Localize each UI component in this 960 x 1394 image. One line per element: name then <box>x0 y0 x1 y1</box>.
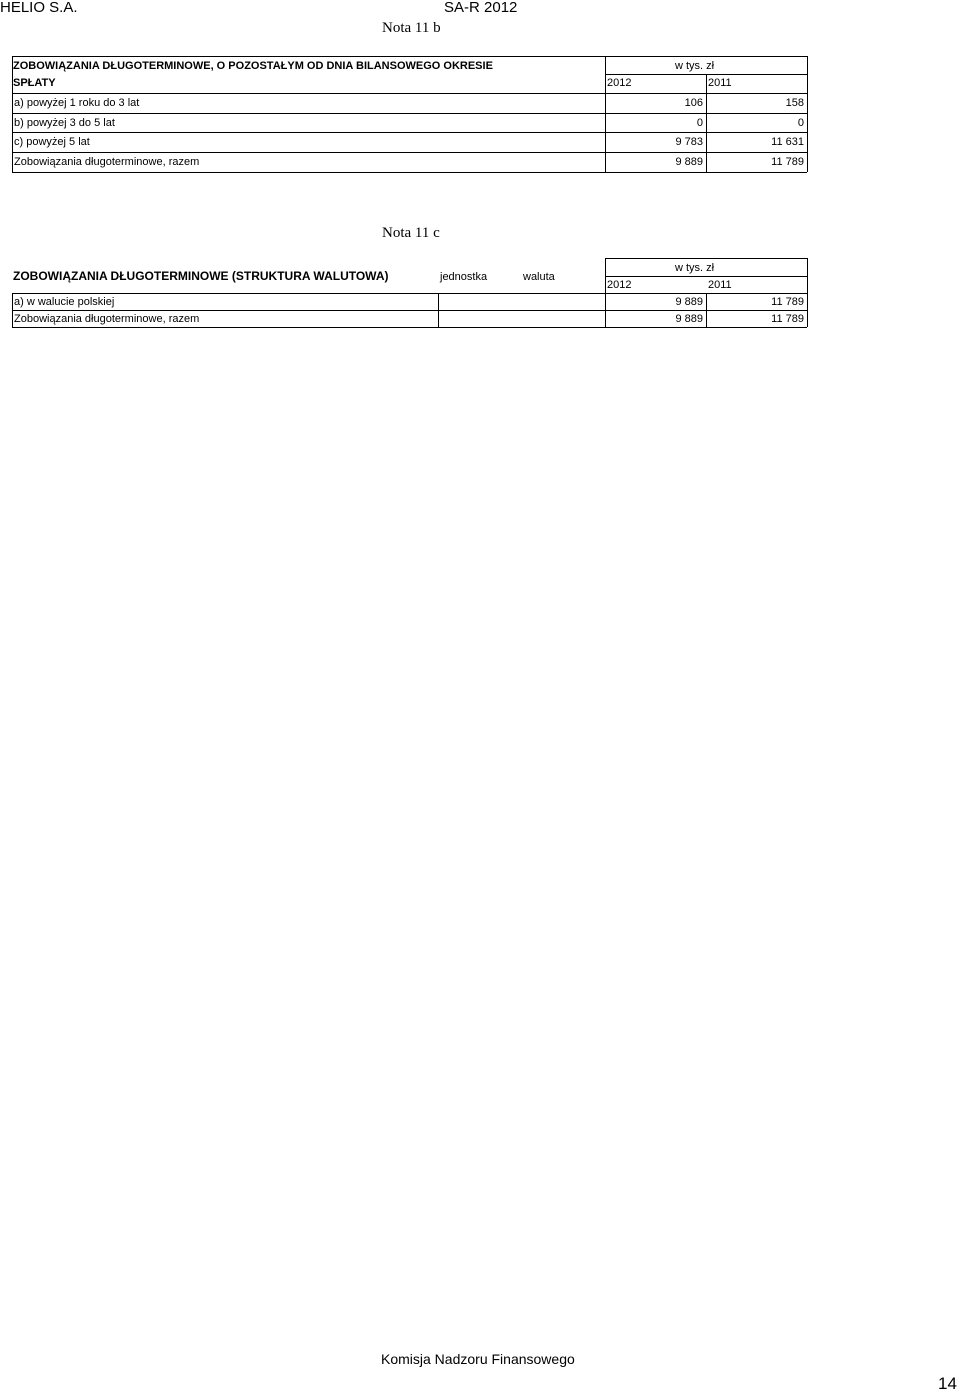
note-c-heading: ZOBOWIĄZANIA DŁUGOTERMINOWE (STRUKTURA WALUTOWA) <box>13 269 389 283</box>
note-b-title: Nota 11 b <box>382 20 441 36</box>
table-cell-2011: 11 631 <box>771 136 804 148</box>
table-cell-2011: 11 789 <box>771 156 804 168</box>
table-row-label: b) powyżej 3 do 5 lat <box>14 117 115 129</box>
table-cell-2011: 11 789 <box>771 296 804 308</box>
table-row-label: a) powyżej 1 roku do 3 lat <box>14 97 140 109</box>
note-b-col-2011: 2011 <box>708 77 732 89</box>
note-c-col-2011: 2011 <box>708 279 732 291</box>
company-name: HELIO S.A. <box>0 0 78 16</box>
note-c-col-unit: jednostka <box>440 271 488 283</box>
footer-text: Komisja Nadzoru Finansowego <box>381 1351 575 1367</box>
table-cell-2011: 158 <box>785 97 804 109</box>
table-row-label: Zobowiązania długoterminowe, razem <box>14 156 200 168</box>
note-b-col-2012: 2012 <box>607 77 632 89</box>
table-row-label: Zobowiązania długoterminowe, razem <box>14 313 200 325</box>
table-row-label: c) powyżej 5 lat <box>14 136 90 148</box>
note-b-unit: w tys. zł <box>675 60 715 72</box>
table-cell-2012: 9 889 <box>675 313 703 325</box>
report-code: SA-R 2012 <box>444 0 518 16</box>
table-cell-2011: 0 <box>797 117 804 129</box>
note-c-col-currency: waluta <box>523 271 555 283</box>
table-cell-2012: 9 889 <box>675 296 703 308</box>
table-cell-2012: 9 889 <box>675 156 703 168</box>
note-b-heading: ZOBOWIĄZANIA DŁUGOTERMINOWE, O POZOSTAŁYM OD DNIA BILANSOWEGO OKRESIE <box>13 60 493 72</box>
note-c-unit: w tys. zł <box>675 262 715 274</box>
table-cell-2011: 11 789 <box>771 313 804 325</box>
note-c-title: Nota 11 c <box>382 225 440 241</box>
page-number: 14 <box>938 1374 957 1393</box>
table-cell-2012: 0 <box>696 117 703 129</box>
note-c-col-2012: 2012 <box>607 279 632 291</box>
table-row-label: a) w walucie polskiej <box>14 296 115 308</box>
note-b-heading-cont: SPŁATY <box>13 77 56 89</box>
table-cell-2012: 106 <box>684 97 703 109</box>
table-cell-2012: 9 783 <box>675 136 703 148</box>
